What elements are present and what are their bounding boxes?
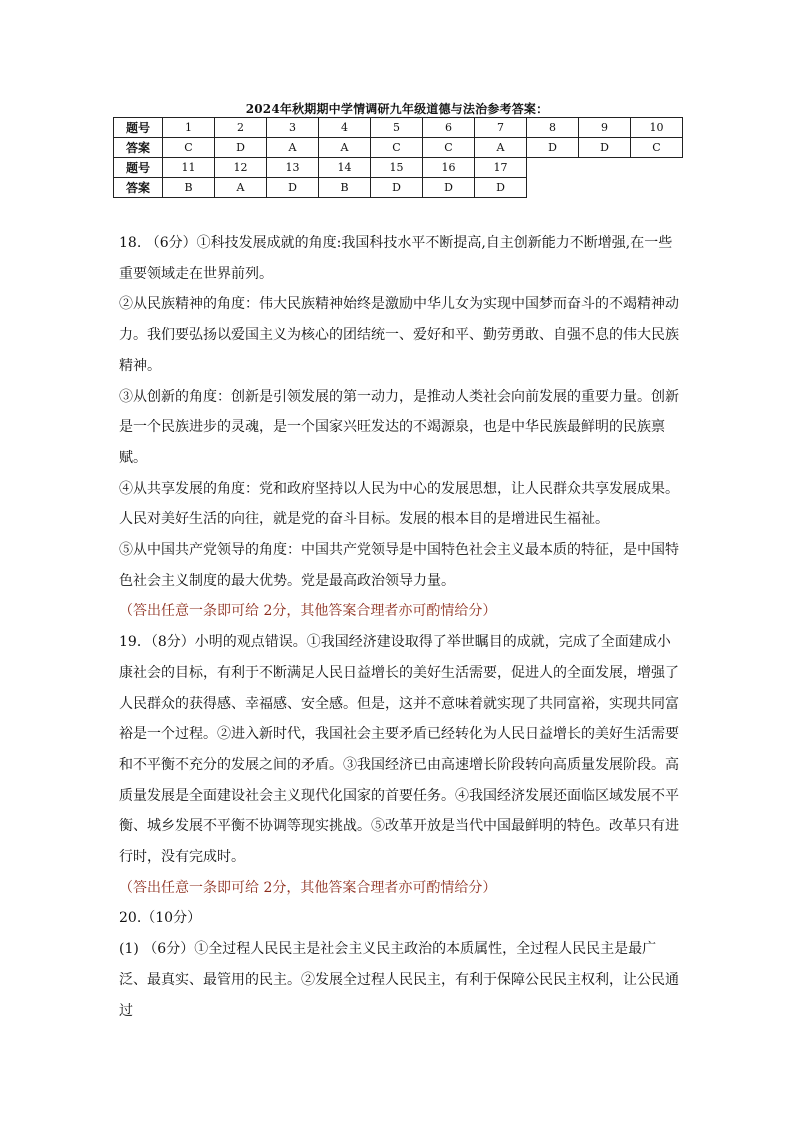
table-cell: 17 bbox=[475, 158, 527, 178]
row-label: 题号 bbox=[114, 158, 163, 178]
table-cell: A bbox=[319, 138, 371, 158]
q18-intro: 18. （6分）①科技发展成就的角度:我国科技水平不断提高,自主创新能力不断增强,在一些重要领域走在世界前列。 bbox=[119, 235, 673, 282]
table-cell: C bbox=[371, 138, 423, 158]
page-title: 2024年秋期期中学情调研九年级道德与法治参考答案： bbox=[245, 102, 549, 116]
table-cell: 2 bbox=[215, 118, 267, 138]
table-cell: D bbox=[371, 178, 423, 198]
q18-scoring-note: （答出任意一条即可给 2分，其他答案合理者亦可酌情给分） bbox=[119, 603, 497, 620]
table-cell: D bbox=[579, 138, 631, 158]
q18-point-5: ⑤从中国共产党领导的角度：中国共产党领导是中国特色社会主义最本质的特征，是中国特色社会主义制度的最大优势。党是最高政治领导力量。 bbox=[119, 542, 679, 589]
table-cell: A bbox=[267, 138, 319, 158]
table-cell: D bbox=[527, 138, 579, 158]
q20-sub1: (1) （6分）①全过程人民民主是社会主义民主政治的本质属性，全过程人民民主是最广泛、最真实、最管用的民主。②发展全过程人民民主，有利于保障公民民主权利，让公民通过 bbox=[119, 941, 679, 1019]
q20-heading: 20.（10分） bbox=[119, 910, 202, 927]
empty-cell bbox=[631, 178, 683, 198]
table-cell: A bbox=[475, 138, 527, 158]
table-cell: B bbox=[319, 178, 371, 198]
table-cell: 6 bbox=[423, 118, 475, 138]
table-row bbox=[114, 178, 683, 198]
answer-table bbox=[113, 117, 683, 198]
q18-point-2: ②从民族精神的角度：伟大民族精神始终是激励中华儿女为实现中国梦而奋斗的不竭精神动力。我们要弘扬以爱国主义为核心的团结统一、爱好和平、勤劳勇敢、自强不息的伟大民族精神。 bbox=[119, 296, 679, 374]
row-label: 答案 bbox=[114, 178, 163, 198]
table-cell: D bbox=[215, 138, 267, 158]
table-cell: 12 bbox=[215, 158, 267, 178]
table-cell: A bbox=[215, 178, 267, 198]
table-cell: B bbox=[163, 178, 215, 198]
table-cell: C bbox=[631, 138, 683, 158]
table-cell: 9 bbox=[579, 118, 631, 138]
table-row bbox=[114, 138, 683, 158]
empty-cell bbox=[579, 158, 631, 178]
empty-cell bbox=[579, 178, 631, 198]
q18-point-3: ③从创新的角度：创新是引领发展的第一动力，是推动人类社会向前发展的重要力量。创新是一个民族进步的灵魂，是一个国家兴旺发达的不竭源泉，也是中华民族最鲜明的民族禀赋。 bbox=[119, 388, 679, 466]
table-cell: 1 bbox=[163, 118, 215, 138]
table-cell: 10 bbox=[631, 118, 683, 138]
table-cell: 3 bbox=[267, 118, 319, 138]
empty-cell bbox=[631, 158, 683, 178]
table-cell: 11 bbox=[163, 158, 215, 178]
table-cell: 5 bbox=[371, 118, 423, 138]
table-row bbox=[114, 158, 683, 178]
empty-cell bbox=[527, 158, 579, 178]
row-label: 答案 bbox=[114, 138, 163, 158]
table-cell: 8 bbox=[527, 118, 579, 138]
table-cell: D bbox=[475, 178, 527, 198]
table-row bbox=[114, 118, 683, 138]
table-cell: 13 bbox=[267, 158, 319, 178]
table-cell: C bbox=[163, 138, 215, 158]
row-label: 题号 bbox=[114, 118, 163, 138]
table-cell: 4 bbox=[319, 118, 371, 138]
table-cell: C bbox=[423, 138, 475, 158]
table-cell: D bbox=[267, 178, 319, 198]
table-cell: 16 bbox=[423, 158, 475, 178]
q19-text: 19．（8分）小明的观点错误。①我国经济建设取得了举世瞩目的成就，完成了全面建成小康社会的目标，有利于不断满足人民日益增长的美好生活需要，促进人的全面发展，增强了人民群众的获得感、幸福感、安全感。但是，这并不意味着就实现了共同富裕，实现共同富裕是一个过程。②进入新时代，我国社会主要矛盾已经转化为人民日益增长的美好生活需要和不平衡不充分的发展之间的矛盾。③我国经济已由高速增长阶段转向高质量发展阶段。高质量发展是全面建设社会主义现代化国家的首要任务。④我国经济发展还面临区域发展不平衡、城乡发展不平衡不协调等现实挑战。⑤改革开放是当代中国最鲜明的特色。改革只有进行时，没有完成时。 bbox=[119, 634, 679, 866]
table-cell: 14 bbox=[319, 158, 371, 178]
empty-cell bbox=[527, 178, 579, 198]
table-cell: 7 bbox=[475, 118, 527, 138]
table-cell: 15 bbox=[371, 158, 423, 178]
q18-point-4: ④从共享发展的角度：党和政府坚持以人民为中心的发展思想，让人民群众共享发展成果。人民对美好生活的向往，就是党的奋斗目标。发展的根本目的是增进民生福祉。 bbox=[119, 480, 679, 528]
table-cell: D bbox=[423, 178, 475, 198]
q19-scoring-note: （答出任意一条即可给 2分，其他答案合理者亦可酌情给分） bbox=[119, 879, 497, 896]
answer-content bbox=[119, 228, 679, 1026]
